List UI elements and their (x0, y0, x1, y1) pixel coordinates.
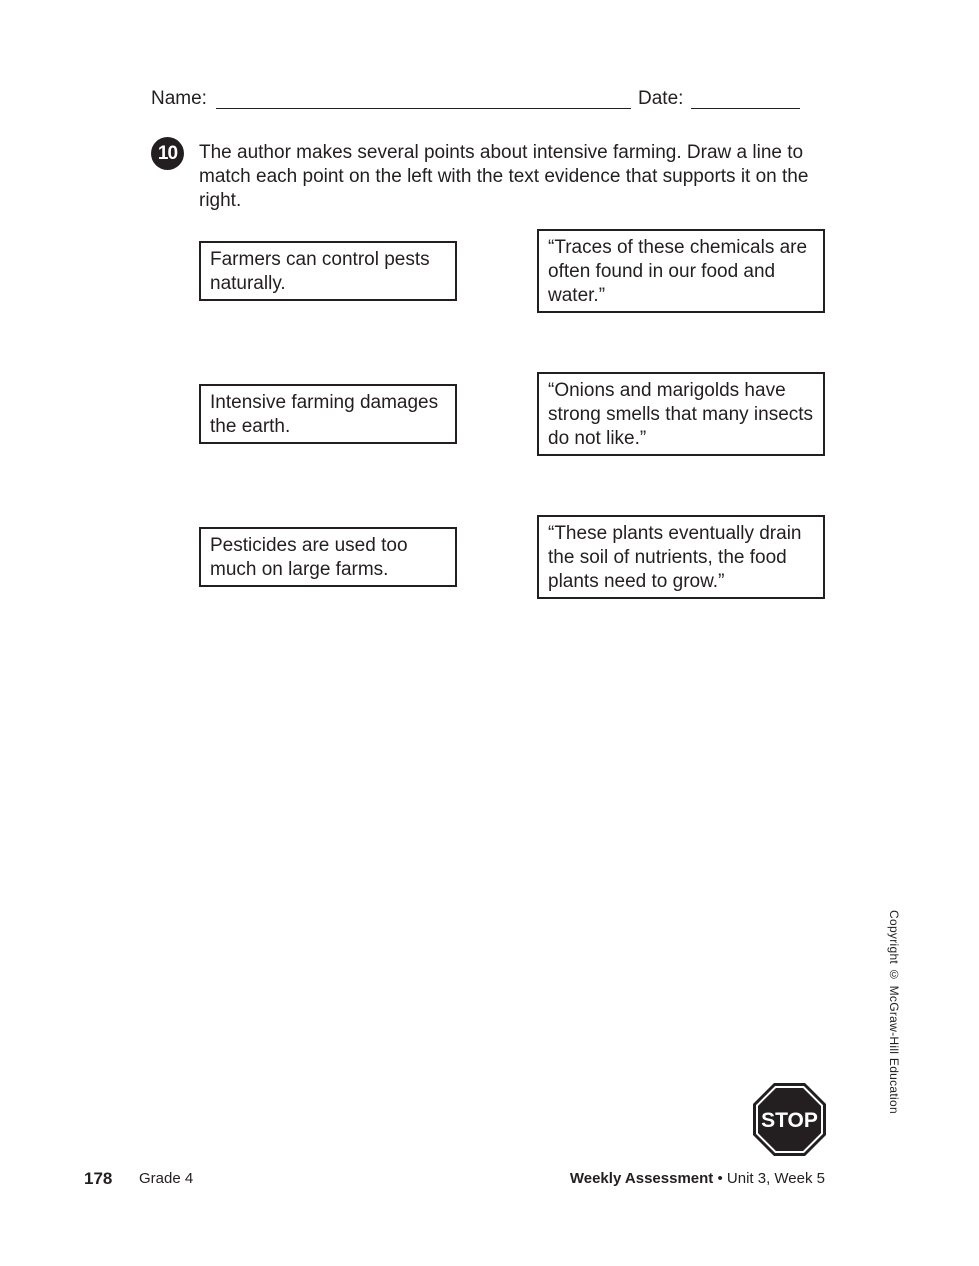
assessment-title: Weekly Assessment (569, 1170, 714, 1187)
copyright-notice: Copyright © McGraw-Hill Education (887, 910, 901, 1114)
evidence-box-2[interactable]: “Onions and marigolds have strong smells that many insects do not like.” (537, 372, 825, 456)
date-label: Date: (638, 88, 684, 109)
stop-label: STOP (761, 1109, 818, 1132)
point-box-3[interactable]: Pesticides are used too much on large farms. (199, 527, 457, 587)
stop-sign-icon (752, 1082, 827, 1157)
question-prompt: The author makes several points about intensive farming. Draw a line to match each point on the left with the text evidence that supports it on the right. (199, 142, 809, 211)
evidence-box-1[interactable]: “Traces of these chemicals are often found in our food and water.” (537, 229, 825, 313)
footer-separator: • (717, 1170, 723, 1187)
assessment-info (570, 1170, 825, 1187)
name-date-row (151, 88, 801, 114)
point-box-1[interactable]: Farmers can control pests naturally. (199, 241, 457, 301)
name-line[interactable] (216, 108, 631, 109)
unit-week: Unit 3, Week 5 (726, 1170, 825, 1187)
grade-label: Grade 4 (139, 1170, 194, 1187)
question-number-badge: 10 (151, 137, 184, 170)
point-box-2[interactable]: Intensive farming damages the earth. (199, 384, 457, 444)
evidence-box-3[interactable]: “These plants eventually drain the soil of nutrients, the food plants need to grow.” (537, 515, 825, 599)
name-label: Name: (151, 88, 207, 109)
date-line[interactable] (691, 108, 800, 109)
page-number: 178 (84, 1169, 113, 1188)
